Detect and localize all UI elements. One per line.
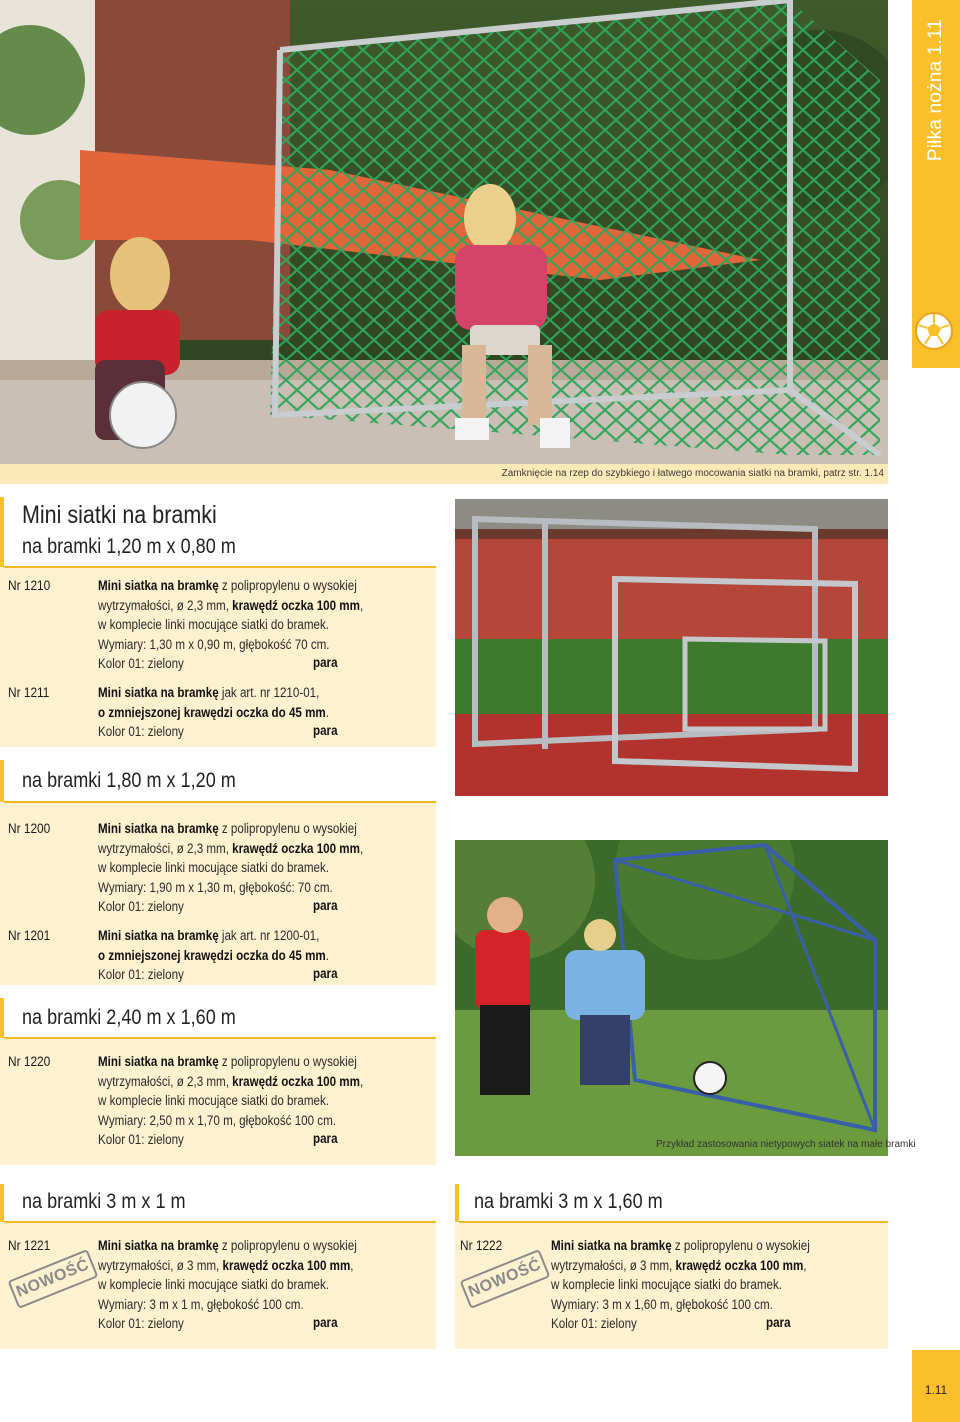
section-accent [0,1184,4,1222]
item-description: Mini siatka na bramkę z polipropylenu o wysokiej wytrzymałości, ø 2,3 mm, krawędź oczka 100 mm, w komplecie linki mocujące siatki do bramek. Wymiary: 2,50 m x 1,70 m, głębokość 100 cm. Kolor 01: zielony [98,1054,364,1147]
item-unit: para [313,723,338,738]
section-heading-4: na bramki 3 m x 1 m [22,1190,186,1213]
item-unit: para [313,655,338,670]
chapter-tab-label: Piłka nożna 1.11 [925,18,946,162]
item-unit: para [766,1315,791,1330]
section-heading-2: na bramki 1,80 m x 1,20 m [22,769,236,792]
photo-caption: Przykład zastosowania nietypowych siatek na małe bramki [656,1139,916,1150]
section-accent [455,1184,459,1222]
item-description: Mini siatka na bramkę jak art. nr 1210-01, o zmniejszonej krawędzi oczka do 45 mm. Kolor 01: zielony [98,685,330,739]
goals-photo [455,499,888,796]
section-heading-5: na bramki 3 m x 1,60 m [474,1190,663,1213]
section-rule-1 [4,566,436,568]
item-number: Nr 1220 [8,1054,51,1069]
page-number: 1.11 [924,1383,948,1397]
item-description: Mini siatka na bramkę jak art. nr 1200-01, o zmniejszonej krawędzi oczka do 45 mm. Kolor 01: zielony [98,928,330,982]
item-number: Nr 1221 [8,1238,51,1253]
item-unit: para [313,1315,338,1330]
section-accent [0,760,4,802]
hero-caption: Zamknięcie na rzep do szybkiego i łatwego mocowania siatki na bramki, patrz str. 1.14 [0,464,888,484]
item-number: Nr 1211 [8,685,50,700]
item-unit: para [313,1131,338,1146]
main-title: Mini siatki na bramki [22,501,217,529]
section-accent [0,998,4,1038]
item-unit: para [313,966,338,981]
kids-photo [455,840,888,1156]
item-description: Mini siatka na bramkę z polipropylenu o wysokiej wytrzymałości, ø 2,3 mm, krawędź oczka 100 mm, w komplecie linki mocujące siatki do bramek. Wymiary: 1,30 m x 0,90 m, głębokość 70 cm. Kolor 01: zielony [98,578,364,671]
item-number: Nr 1201 [8,928,51,943]
item-number: Nr 1200 [8,821,51,836]
section-heading-1: na bramki 1,20 m x 0,80 m [22,535,236,558]
section-heading-3: na bramki 2,40 m x 1,60 m [22,1006,236,1029]
new-badge: NOWOŚĆ [8,1249,99,1309]
soccer-ball-icon [914,311,954,351]
hero-photo [0,0,888,464]
item-description: Mini siatka na bramkę z polipropylenu o wysokiej wytrzymałości, ø 2,3 mm, krawędź oczka 100 mm, w komplecie linki mocujące siatki do bramek. Wymiary: 1,90 m x 1,30 m, głębokość: 70 cm. Kolor 01: zielony [98,821,364,914]
item-number: Nr 1210 [8,578,51,593]
item-number: Nr 1222 [460,1238,503,1253]
item-description: Mini siatka na bramkę z polipropylenu o wysokiej wytrzymałości, ø 3 mm, krawędź oczka 100 mm, w komplecie linki mocujące siatki do bramek. Wymiary: 3 m x 1 m, głębokość 100 cm. Kolor 01: zielony [98,1238,357,1331]
new-badge: NOWOŚĆ [460,1249,551,1309]
item-description: Mini siatka na bramkę z polipropylenu o wysokiej wytrzymałości, ø 3 mm, krawędź oczka 100 mm, w komplecie linki mocujące siatki do bramek. Wymiary: 3 m x 1,60 m, głębokość 100 cm. Kolor 01: zielony [551,1238,810,1331]
item-unit: para [313,898,338,913]
